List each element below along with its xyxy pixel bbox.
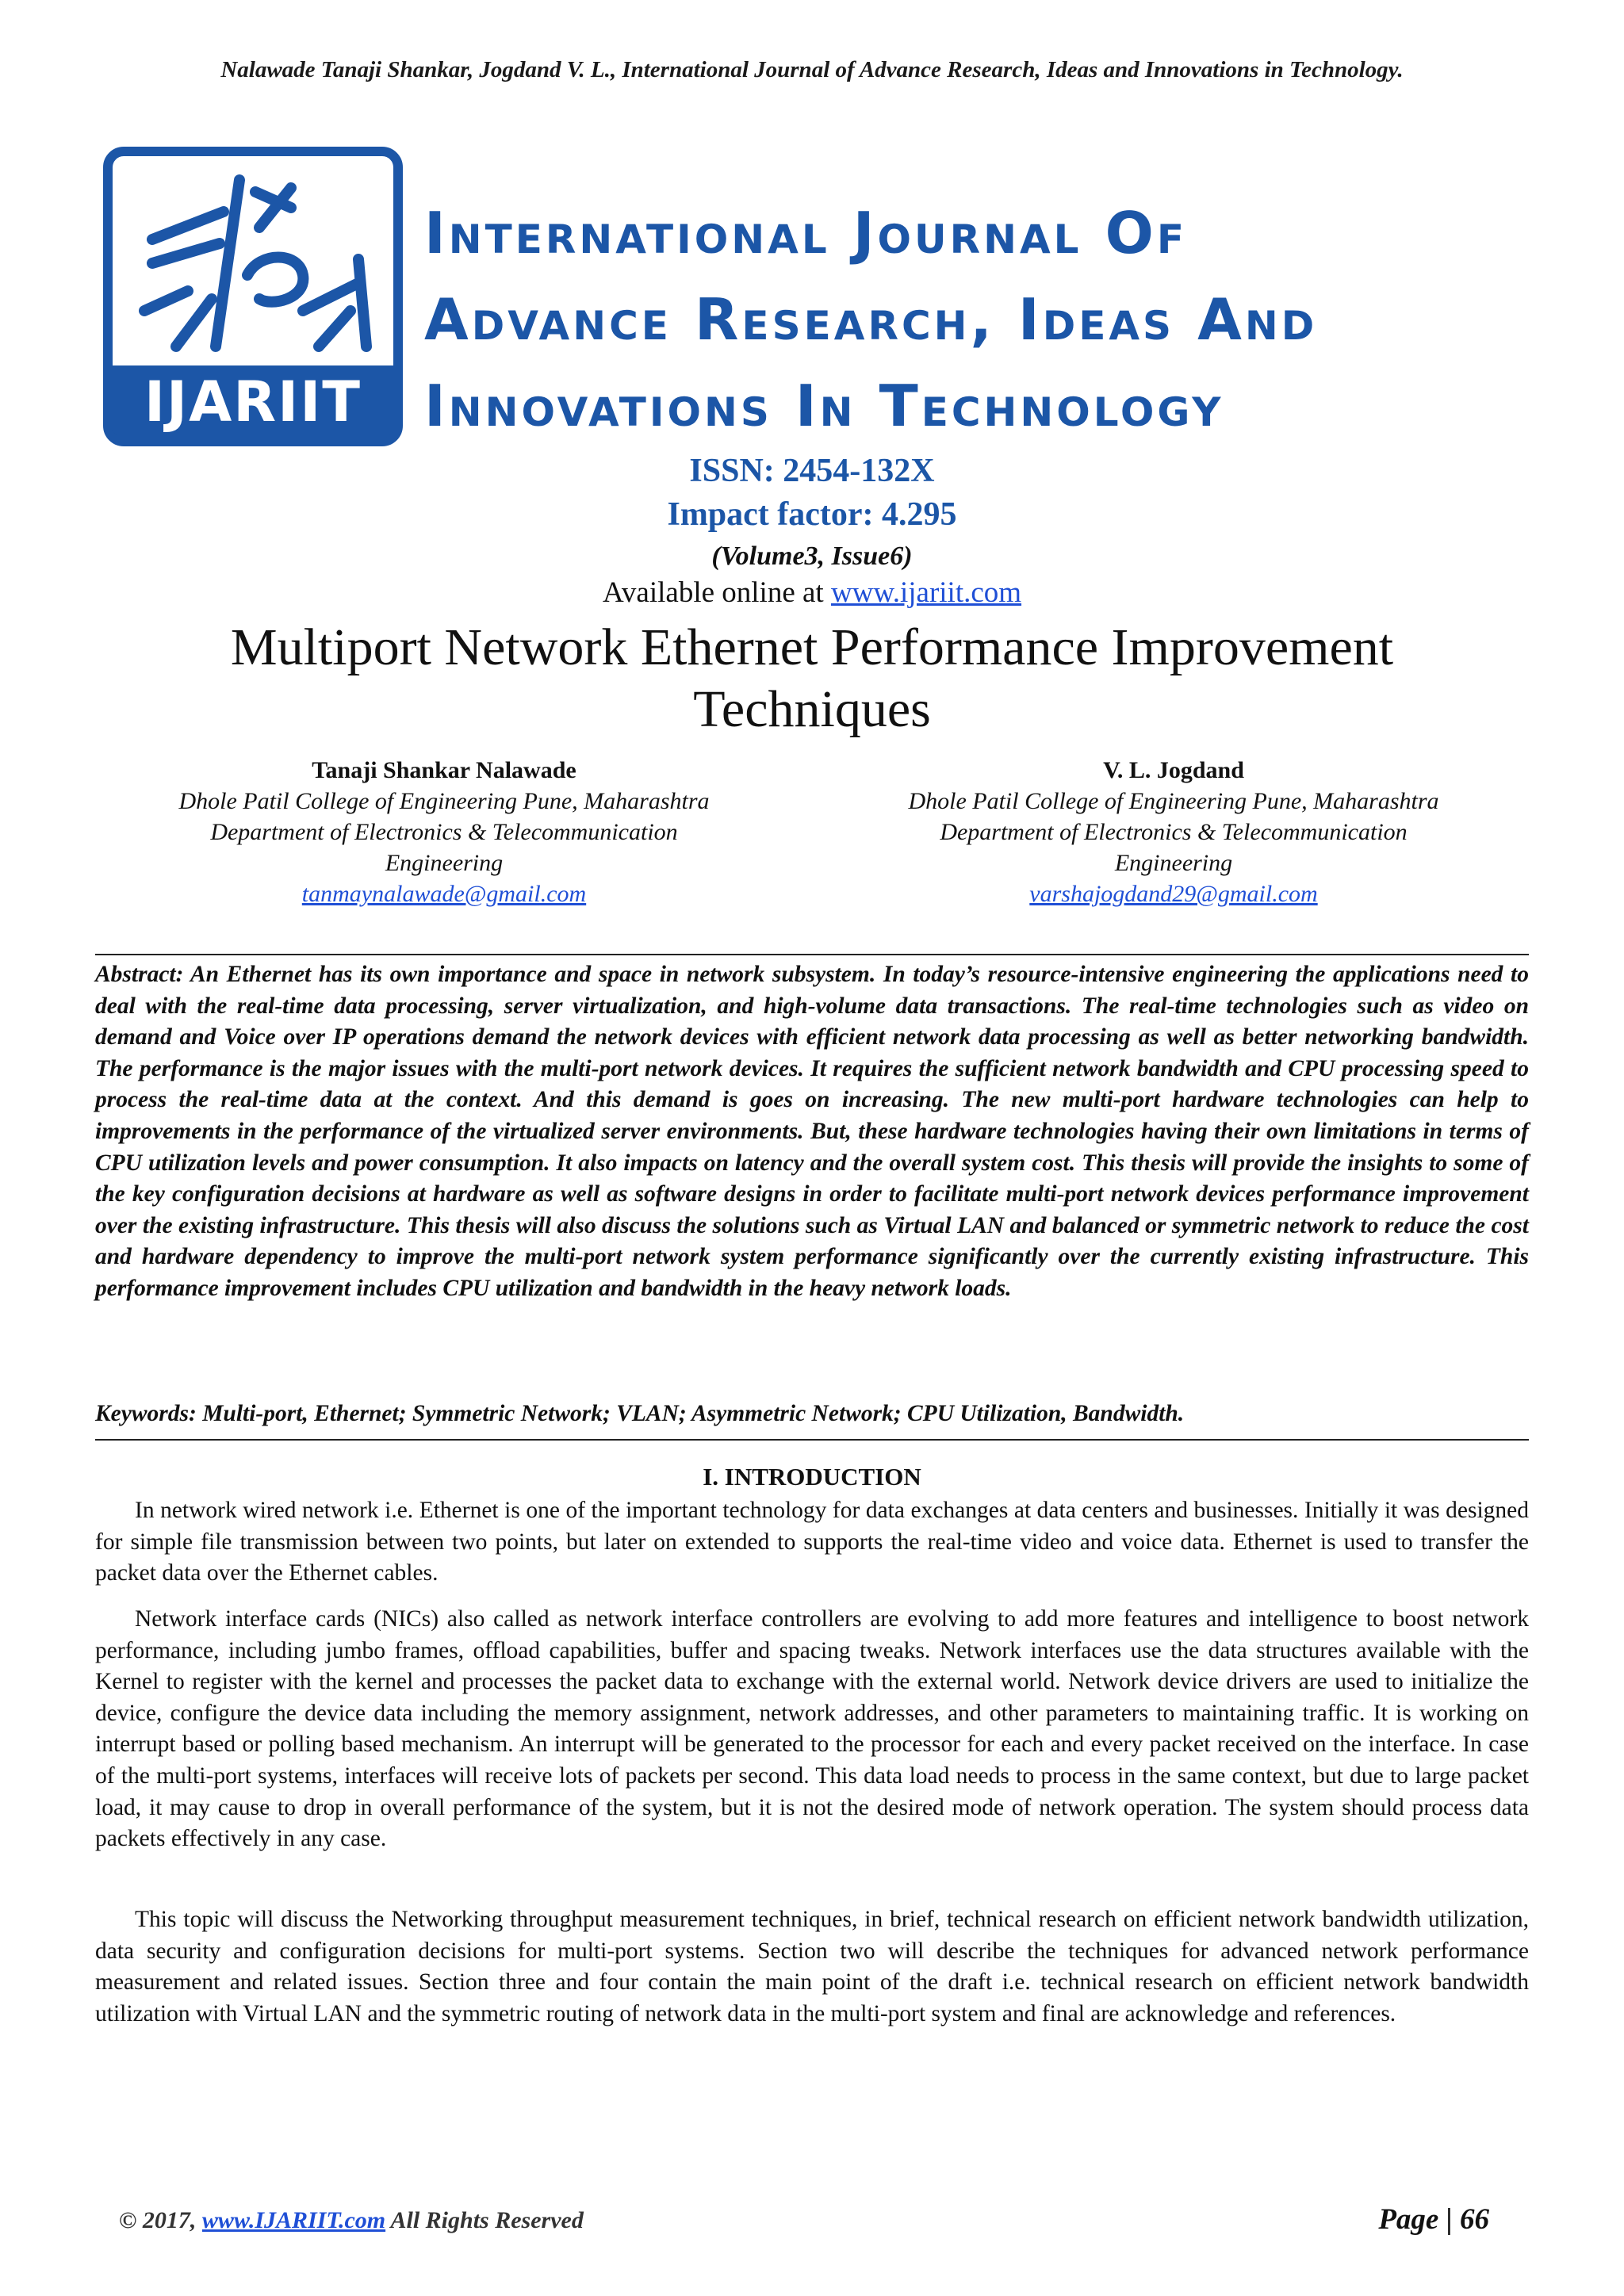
issn: ISSN: 2454-132X <box>689 453 935 489</box>
available-prefix: Available online at <box>602 576 831 609</box>
author-1-affiliation-1: Dhole Patil College of Engineering Pune, Maharashtra <box>178 788 710 814</box>
abstract: Abstract: An Ethernet has its own importance and space in network subsystem. In today’s resource-intensive engineering the applications need to deal with the real-time data processing, server virtualization, and high-volume data transactions. The real-time technologies such as video on demand and Voice over IP operations demand the network devices with efficient network data processing as well as better networking bandwidth. The performance is the major issues with the multi-port network devices. It requires the sufficient network bandwidth and CPU processing speed to process the real-time data at the context. And this demand is goes on increasing. The new multi-port hardware technologies can help to improvements in the performance of the virtualized server environments. But, these hardware technologies having their own limitations in terms of CPU utilization levels and power consumption. It also impacts on latency and the overall system cost. This thesis will provide the insights to some of the key configuration decisions at hardware as well as software designs in order to facilitate multi-port network devices performance improvement over the existing infrastructure. This thesis will also discuss the solutions such as Virtual LAN and balanced or symmetric network to reduce the cost and hardware dependency to improve the multi-port network system performance significantly over the currently existing infrastructure. This performance improvement includes CPU utilization and bandwidth in the heavy network loads. <box>95 962 1529 1301</box>
author-1 <box>103 755 785 909</box>
journal-title-line-2: Advance Research, Ideas And <box>424 286 1318 353</box>
author-1-affiliation-3: Engineering <box>385 850 504 876</box>
logo-emblem-icon <box>121 164 385 354</box>
author-2-name: V. L. Jogdand <box>1103 757 1244 783</box>
author-1-affiliation-2: Department of Electronics & Telecommunication <box>210 819 678 845</box>
intro-paragraph-2: Network interface cards (NICs) also called as network interface controllers are evolving to add more features and intelligence to boost network performance, including jumbo frames, offload capabilities, buffer and spacing tweaks. Network interfaces use the data structures available with the Kernel to register with the kernel and processes the packet data to exchange with the external world. Network device drivers are used to initialize the device, configure the device data including the memory assignment, network addresses, and other parameters to maintaining traffic. It is working on interrupt based or polling based mechanism. An interrupt will be generated to the processor for each and every packet received on the interface. In case of the multi-port systems, interfaces will receive lots of packets per second. This data load needs to process in the same context, but due to large packet load, it may cause to drop in overall performance of the system, but it is not the desired mode of network operation. The system should process data packets effectively in any case. <box>95 1606 1529 1852</box>
author-2 <box>833 755 1515 909</box>
author-2-affiliation-1: Dhole Patil College of Engineering Pune, Maharashtra <box>908 788 1439 814</box>
footer-website-link[interactable]: www.IJARIIT.com <box>201 2207 386 2233</box>
journal-masthead <box>103 147 1404 448</box>
copyright-suffix: All Rights Reserved <box>385 2207 584 2233</box>
author-1-email-link[interactable]: tanmaynalawade@gmail.com <box>301 881 587 907</box>
author-1-name: Tanaji Shankar Nalawade <box>312 757 576 783</box>
author-2-affiliation-2: Department of Electronics & Telecommunication <box>940 819 1408 845</box>
intro-paragraph-1: In network wired network i.e. Ethernet is one of the important technology for data exchanges at data centers and businesses. Initially it was designed for simple file transmission between two points, but later on extended to supports the real-time video and voice data. Ethernet is used to transfer the packet data over the Ethernet cables. <box>95 1498 1529 1586</box>
journal-website-link[interactable]: www.ijariit.com <box>830 576 1022 609</box>
page-number: Page | 66 <box>1378 2203 1489 2236</box>
journal-logo <box>103 147 403 446</box>
logo-band-text: IJARIIT <box>111 365 395 438</box>
journal-title-line-3: Innovations In Technology <box>424 373 1224 439</box>
author-2-affiliation-3: Engineering <box>1114 850 1233 876</box>
abstract-top-rule <box>95 954 1529 955</box>
journal-title-line-1: International Journal Of <box>424 200 1187 266</box>
footer-copyright <box>119 2207 584 2234</box>
available-online <box>0 576 1624 610</box>
keywords: Keywords: Multi-port, Ethernet; Symmetric Network; VLAN; Asymmetric Network; CPU Utilization, Bandwidth. <box>95 1401 1185 1426</box>
volume-issue: (Volume3, Issue6) <box>711 541 913 571</box>
keywords-bottom-rule <box>95 1439 1529 1441</box>
paper-title: Multiport Network Ethernet Performance Improvement Techniques <box>230 618 1394 738</box>
intro-paragraph-3: This topic will discuss the Networking throughput measurement techniques, in brief, technical research on efficient network bandwidth utilization, data security and configuration decisions for multi-port systems. Section two will describe the techniques for advanced network performance measurement and related issues. Section three and four contain the main point of the draft i.e. technical research on efficient network bandwidth utilization with Virtual LAN and the symmetric routing of network data in the multi-port system and final are acknowledge and references. <box>95 1907 1529 2026</box>
journal-title <box>424 190 1317 450</box>
author-2-email-link[interactable]: varshajogdand29@gmail.com <box>1029 881 1318 907</box>
impact-factor: Impact factor: 4.295 <box>667 496 957 533</box>
copyright-prefix: © 2017, <box>119 2207 202 2233</box>
section-heading: I. INTRODUCTION <box>703 1463 921 1490</box>
running-head: Nalawade Tanaji Shankar, Jogdand V. L., International Journal of Advance Research, Ideas and Innovations in Technology. <box>220 57 1404 82</box>
